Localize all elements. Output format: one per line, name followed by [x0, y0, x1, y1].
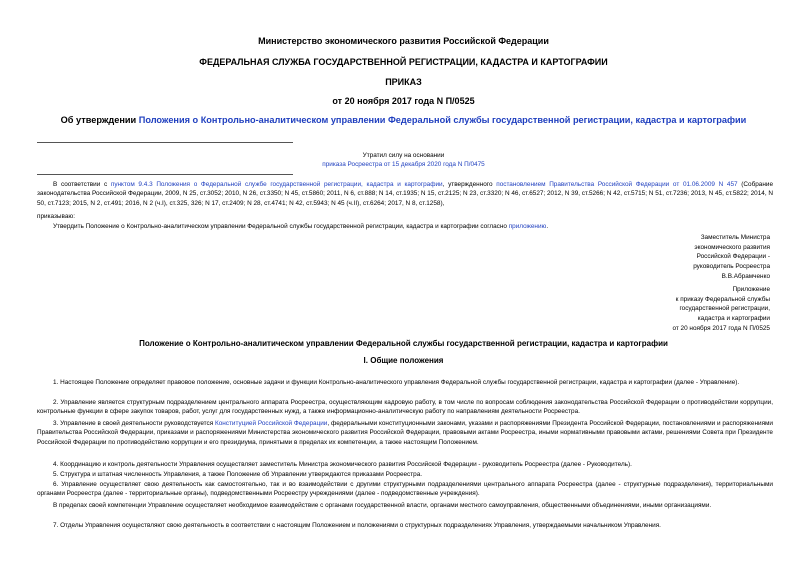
clause-2: 2. Управление является структурным подразделением центрального аппарата Росреестра, осуществляющим кадровую работу, в том числе по вопросам соблюдения законодательства Российской Федерации о противодействии коррупции, контрольные функции в сфере закупок товаров, работ, услуг для государственных нужд, а также информационно-аналитическую работу по направлениям деятельности Росреестра.: [37, 399, 773, 416]
status-line: Утратил силу на основании: [362, 152, 445, 159]
signature-line: экономического развития: [694, 243, 770, 251]
section-heading: I. Общие положения: [363, 356, 444, 365]
clause-1: 1. Настоящее Положение определяет правовое положение, основные задачи и функции Контрольно-аналитического управления Федеральной службы государственной регистрации, кадастра и картографии (далее - Управление).: [53, 379, 740, 386]
document-subject: [0, 115, 807, 125]
appendix-line: государственной регистрации,: [679, 305, 770, 313]
approve-text: Утвердить Положение о Контрольно-аналитическом управлении Федеральной службы государственной регистрации, кадастра и картографии согласно: [53, 223, 509, 230]
clause-4: 4. Координацию и контроль деятельности Управления осуществляет заместитель Министра экономического развития Российской Федерации - руководитель Росреестра (далее - Руководитель).: [53, 461, 632, 468]
preamble-text-3: (Собрание законодательства Российской Федерации, 2009, N 25, ст.3052; 2010, N 26, ст.3350; N 45, ст.5860; 2011, N 6, ст.888; N 14, ст.1935; N 15, ст.2125; N 23, ст.3320; N 46, ст.6527; 2012, N 39, ст.5266; N 42, ст.5715; N 51, ст.7236; 2013, N 45, ст.5822; 2014, N 50, ст.7123; 2015, N 2, ст.491; 2016, N 2 (ч.I), ст.325, 326; N 17, ст.2409; N 28, ст.4741; N 42, ст.5943; N 45 (ч.II), ст.6264; 2017, N 8, ст.1258),: [37, 181, 774, 207]
approve-end: .: [546, 223, 549, 230]
signature-line: Заместитель Министра: [700, 234, 770, 241]
divider-top: [37, 142, 293, 143]
repeal-order-link[interactable]: приказа Росреестра от 15 декабря 2020 года N П/0475: [322, 161, 485, 168]
clause-6-paragraph-2: В пределах своей компетенции Управление осуществляет необходимое взаимодействие с органами государственной власти, органами местного самоуправления, общественными объединениями, иными организациями.: [53, 502, 712, 509]
clause-3-text-a: 3. Управление в своей деятельности руководствуется: [53, 420, 215, 427]
appendix-line: Приложение: [732, 286, 770, 293]
regulation-clause-link[interactable]: пунктом 9.4.3 Положения о Федеральной службе государственной регистрации, кадастра и картографии: [110, 181, 443, 188]
preamble-text-2: , утвержденного: [442, 181, 497, 188]
appendix-block: [610, 285, 770, 334]
subject-link[interactable]: Положения о Контрольно-аналитическом управлении Федеральной службы государственной регистрации, кадастра и картографии: [138, 115, 747, 125]
clause-3: [37, 419, 773, 447]
clause-5: 5. Структура и штатная численность Управления, а также Положение об Управлении утверждаются приказами Росреестра.: [53, 471, 423, 478]
ministry-name: Министерство экономического развития Российской Федерации: [258, 36, 549, 46]
divider-bottom: [37, 174, 293, 175]
clause-7: 7. Отделы Управления осуществляют свою деятельность в соответствии с настоящим Положением и положениями о структурных подразделениях Управления, утверждаемыми начальником Управления.: [53, 522, 661, 529]
document-date: от 20 ноября 2017 года N П/0525: [332, 96, 475, 106]
appendix-link[interactable]: приложению: [508, 223, 547, 230]
preamble-text-1: В соответствии с: [53, 181, 111, 188]
preamble-paragraph: [37, 180, 773, 208]
government-decree-link[interactable]: постановлением Правительства Российской Федерации от 01.06.2009 N 457: [496, 181, 738, 188]
approve-paragraph: [37, 222, 773, 231]
signature-block: [610, 233, 770, 282]
regulation-title: Положение о Контрольно-аналитическом управлении Федеральной службы государственной регистрации, кадастра и картографии: [139, 339, 668, 348]
document-type: ПРИКАЗ: [385, 77, 422, 87]
clause-3-text-b: , федеральными конституционными законами, указами и распоряжениями Президента Российской Федерации, постановлениями и распоряжениями Правительства Российской Федерации, приказами и распоряжениями Министерства экономического развития Российской Федерации, правовыми актами Росреестра, иными нормативными правовыми актами, решениями Совета при Президенте Российской Федерации по противодействию коррупции и его президиума, принятыми в пределах их компетенции, а также настоящим Положением.: [37, 420, 773, 446]
constitution-link[interactable]: Конституцией Российской Федерации: [215, 420, 328, 427]
appendix-line: кадастра и картографии: [697, 315, 770, 323]
service-name: ФЕДЕРАЛЬНАЯ СЛУЖБА ГОСУДАРСТВЕННОЙ РЕГИСТРАЦИИ, КАДАСТРА И КАРТОГРАФИИ: [199, 57, 608, 67]
status-link-line: [0, 160, 807, 169]
signature-name: В.В.Абрамченко: [721, 272, 770, 280]
subject-prefix: Об утверждении: [60, 115, 139, 125]
appendix-line: от 20 ноября 2017 года N П/0525: [672, 324, 770, 332]
appendix-line: к приказу Федеральной службы: [675, 295, 770, 303]
signature-line: руководитель Росреестра: [693, 263, 770, 271]
clause-6: 6. Управление осуществляет свою деятельность как самостоятельно, так и во взаимодействии с другими структурными подразделениями центрального аппарата Росреестра (далее - структурные подразделения), территориальными органами Росреестра (далее - территориальные органы), подведомственными Росреестру учреждениями (далее - подведомственные учреждения).: [37, 481, 773, 498]
order-word: приказываю:: [37, 213, 75, 220]
signature-line: Российской Федерации -: [696, 253, 770, 261]
